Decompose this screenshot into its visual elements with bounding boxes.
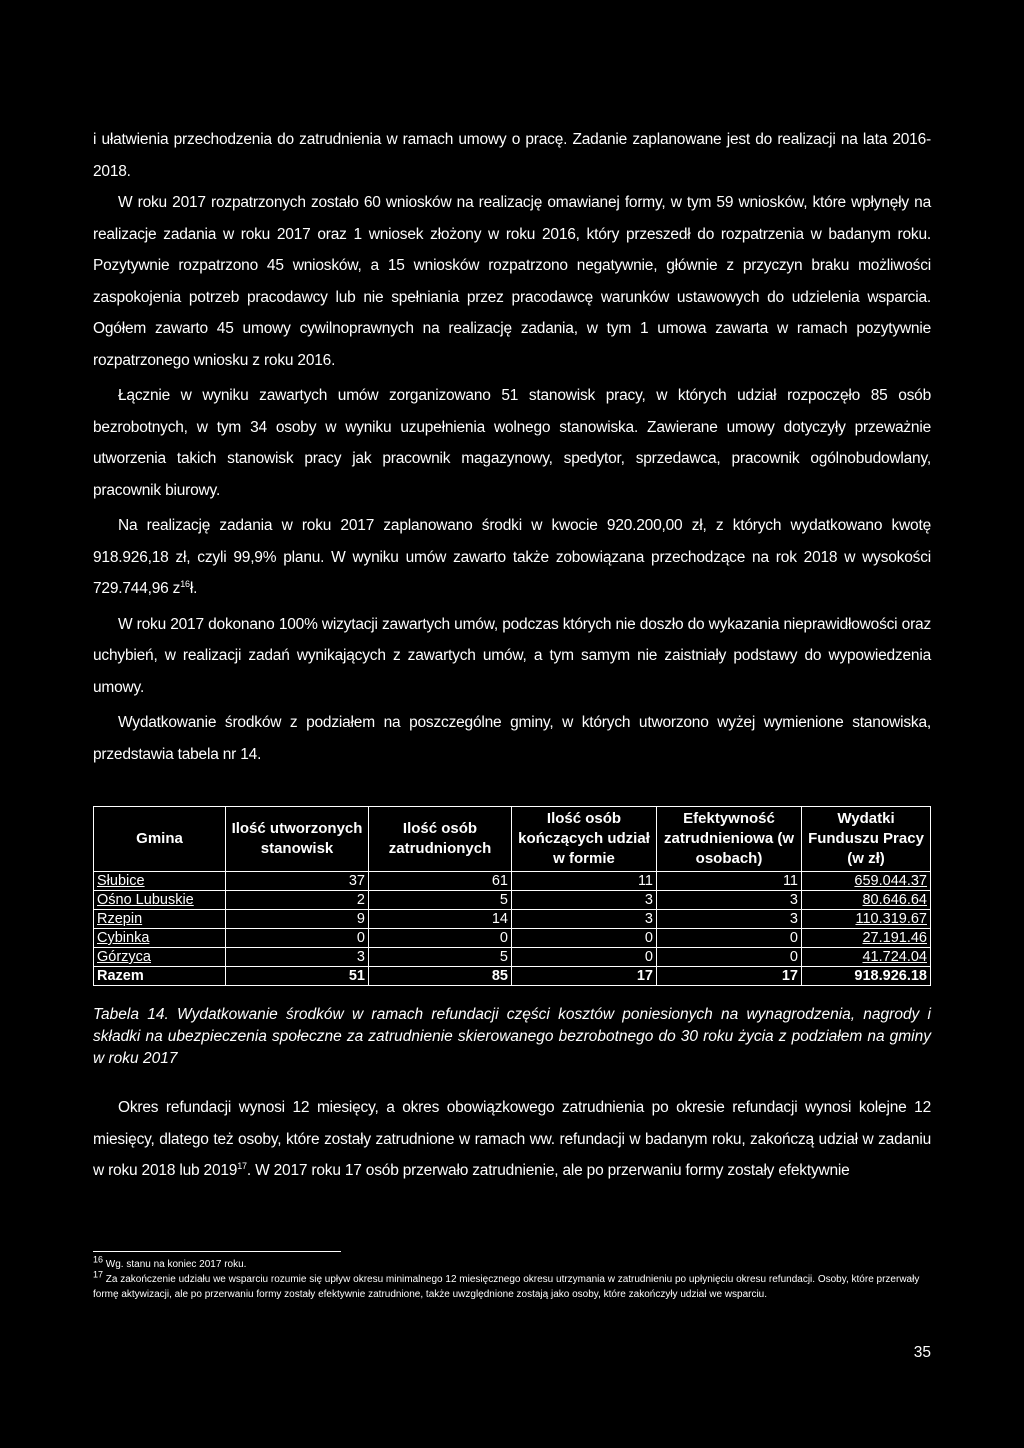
cell-wydatki: 918.926.18 xyxy=(802,967,931,986)
body-text xyxy=(93,124,931,770)
cell-konczacy: 0 xyxy=(512,929,657,948)
table-row xyxy=(94,948,931,967)
cell-zatrudnieni: 5 xyxy=(369,948,512,967)
table-caption: Tabela 14. Wydatkowanie środków w ramach refundacji części kosztów poniesionych na wynagrodzenia, nagrody i składki na ubezpieczenia społeczne za zatrudnienie skierowanego bezrobotnego do 30 roku życia z podziałem na gminy w roku 2017 xyxy=(93,1006,931,1067)
cell-efektywnosc: 3 xyxy=(657,891,802,910)
footnote-ref-16: 16 xyxy=(180,578,190,589)
cell-gmina: Razem xyxy=(94,967,226,986)
header-zatrudnieni: Ilość osób zatrudnionych xyxy=(369,807,512,872)
cell-gmina: Cybinka xyxy=(94,929,226,948)
cell-zatrudnieni: 85 xyxy=(369,967,512,986)
cell-stanowiska: 51 xyxy=(226,967,369,986)
header-stanowiska: Ilość utworzonych stanowisk xyxy=(226,807,369,872)
cell-wydatki: 659.044.37 xyxy=(802,872,931,891)
cell-zatrudnieni: 14 xyxy=(369,910,512,929)
footnote-separator xyxy=(93,1251,341,1252)
cell-gmina: Ośno Lubuskie xyxy=(94,891,226,910)
cell-stanowiska: 37 xyxy=(226,872,369,891)
cell-stanowiska: 2 xyxy=(226,891,369,910)
cell-wydatki: 110.319.67 xyxy=(802,910,931,929)
body-text-continued xyxy=(93,1092,931,1187)
paragraph-2: W roku 2017 rozpatrzonych zostało 60 wniosków na realizację omawianej formy, w tym 59 wniosków, które wpłynęły na realizacje zadania w roku 2017 oraz 1 wniosek złożony w roku 2016, który przeszedł do rozpatrzenia w badanym roku. Pozytywnie rozpatrzono 45 wniosków, a 15 wniosków rozpatrzono negatywnie, głównie z przyczyn braku możliwości zaspokojenia potrzeb pracodawcy lub nie spełniania przez pracodawcę warunków ustawowych do udzielenia wsparcia. Ogółem zawarto 45 umowy cywilnoprawnych na realizację zadania, w tym 1 umowa zawarta w ramach pozytywnie rozpatrzonego wniosku z roku 2016. xyxy=(93,194,931,369)
cell-konczacy: 3 xyxy=(512,891,657,910)
cell-gmina: Górzyca xyxy=(94,948,226,967)
cell-efektywnosc: 11 xyxy=(657,872,802,891)
table-row xyxy=(94,891,931,910)
paragraph-7: Okres refundacji wynosi 12 miesięcy, a okres obowiązkowego zatrudnienia po okresie refundacji wynosi kolejne 12 miesięcy, dlatego też osoby, które zostały zatrudnione w ramach ww. refundacji w badanym roku, zakończą udział w zadaniu w roku 2018 lub 2019$^{17}$. W 2017 roku 17 osób przerwało zatrudnienie, ale po przerwaniu formy zostały efektywnie xyxy=(93,1099,931,1179)
header-wydatki: Wydatki Funduszu Pracy (w zł) xyxy=(802,807,931,872)
cell-efektywnosc: 0 xyxy=(657,929,802,948)
table-header-row xyxy=(94,807,931,872)
paragraph-6: Wydatkowanie środków z podziałem na poszczególne gminy, w których utworzono wyżej wymienione stanowiska, przedstawia tabela nr 14. xyxy=(93,714,931,763)
cell-konczacy: 17 xyxy=(512,967,657,986)
footnote-16: $^{16}$ Wg. stanu na koniec 2017 roku. xyxy=(93,1254,247,1270)
cell-zatrudnieni: 61 xyxy=(369,872,512,891)
cell-zatrudnieni: 5 xyxy=(369,891,512,910)
header-gmina: Gmina xyxy=(94,807,226,872)
header-konczacy: Ilość osób kończących udział w formie xyxy=(512,807,657,872)
cell-stanowiska: 9 xyxy=(226,910,369,929)
footnote-ref-17: 17 xyxy=(237,1160,247,1171)
cell-gmina: Rzepin xyxy=(94,910,226,929)
header-efektywnosc: Efektywność zatrudnieniowa (w osobach) xyxy=(657,807,802,872)
table-row xyxy=(94,872,931,891)
footnotes xyxy=(93,1254,931,1302)
cell-efektywnosc: 3 xyxy=(657,910,802,929)
paragraph-1: i ułatwienia przechodzenia do zatrudnienia w ramach umowy o pracę. Zadanie zaplanowane jest do realizacji na lata 2016-2018. xyxy=(93,131,931,180)
paragraph-3: Łącznie w wyniku zawartych umów zorganizowano 51 stanowisk pracy, w których udział rozpoczęło 85 osób bezrobotnych, w tym 34 osoby w wyniku uzupełnienia wolnego stanowiska. Zawierane umowy dotyczyły przeważnie utworzenia takich stanowisk pracy jak pracownik magazynowy, spedytor, sprzedawca, pracownik ogólnobudowlany, pracownik biurowy. xyxy=(93,387,931,499)
cell-wydatki: 80.646.64 xyxy=(802,891,931,910)
cell-efektywnosc: 17 xyxy=(657,967,802,986)
cell-stanowiska: 3 xyxy=(226,948,369,967)
cell-stanowiska: 0 xyxy=(226,929,369,948)
paragraph-4: Na realizację zadania w roku 2017 zaplanowano środki w kwocie 920.200,00 zł, z których wydatkowano kwotę 918.926,18 zł, czyli 99,9% planu. W wyniku umów zawarto także zobowiązana przechodzące na rok 2018 w wysokości 729.744,96 $z^{16}ł$. xyxy=(93,517,931,597)
table-row xyxy=(94,929,931,948)
cell-zatrudnieni: 0 xyxy=(369,929,512,948)
table-total-row xyxy=(94,967,931,986)
cell-efektywnosc: 0 xyxy=(657,948,802,967)
cell-wydatki: 27.191.46 xyxy=(802,929,931,948)
cell-konczacy: 0 xyxy=(512,948,657,967)
footnote-17: $^{17}$ Za zakończenie udziału we wsparciu rozumie się upływ okresu minimalnego 12 miesięcznego okresu utrzymania w zatrudnieniu po upłynięciu okresu refundacji. Osoby, które przerwały formę aktywizacji, ale po przerwaniu formy zostały efektywnie zatrudnione, także uwzględnione zostają jako osoby, które zakończyły udział we wsparciu. xyxy=(93,1269,920,1300)
paragraph-5: W roku 2017 dokonano 100% wizytacji zawartych umów, podczas których nie doszło do wykazania nieprawidłowości oraz uchybień, w realizacji zadań wynikających z zawartych umów, a tym samym nie zaistniały podstawy do wypowiedzenia umowy. xyxy=(93,615,931,696)
cell-konczacy: 11 xyxy=(512,872,657,891)
table-row xyxy=(94,910,931,929)
cell-konczacy: 3 xyxy=(512,910,657,929)
expenditure-table xyxy=(93,806,931,986)
cell-wydatki: 41.724.04 xyxy=(802,948,931,967)
cell-gmina: Słubice xyxy=(94,872,226,891)
page-number: 35 xyxy=(913,1344,931,1361)
